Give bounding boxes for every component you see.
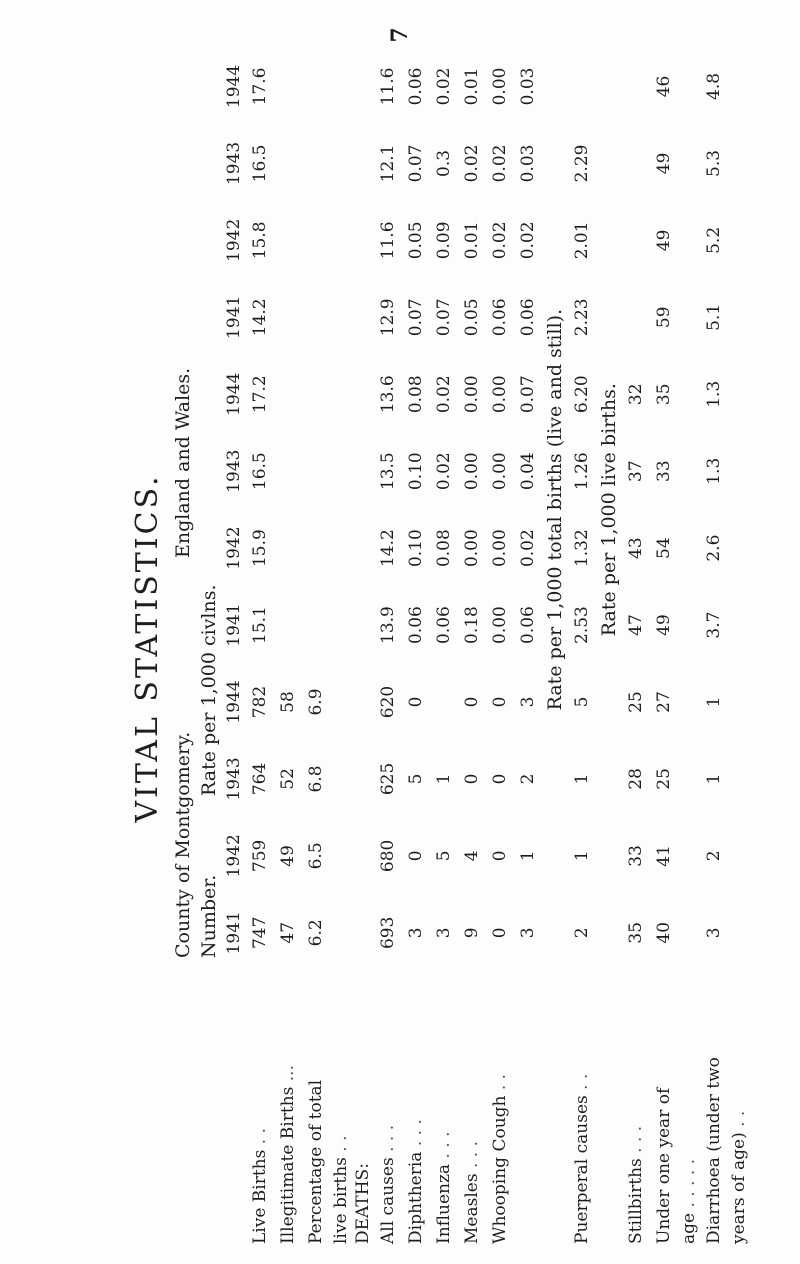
year-header-row: [222, 48, 246, 1248]
table-cell: 0.02: [490, 221, 510, 260]
table-cell: 43: [626, 537, 646, 559]
table-cell: 0.06: [406, 606, 426, 644]
table-cell: [678, 664, 700, 741]
table-cell: 17.2: [250, 375, 270, 414]
table-cell: 0: [462, 773, 482, 785]
table-cell: [728, 664, 750, 741]
table-cell: [302, 433, 330, 510]
table-cell: 620: [378, 685, 398, 719]
row-label-text: All causes: [378, 1157, 398, 1244]
table-row: [458, 48, 486, 1248]
table-cell: [352, 279, 374, 356]
table-row: [622, 48, 650, 1248]
table-cell: [330, 202, 352, 279]
table-cell: 25: [626, 691, 646, 713]
row-label-text: years of age): [729, 1132, 749, 1244]
table-cell: 2.01: [572, 221, 592, 260]
row-label-text: Whooping Cough: [490, 1095, 510, 1244]
table-cell: [330, 433, 352, 510]
table-row: [514, 48, 542, 1248]
table-cell: 1.26: [572, 452, 592, 491]
row-label: [650, 971, 678, 1248]
table-cell: [302, 356, 330, 433]
leader-dots: . .: [490, 1073, 510, 1096]
row-label: [374, 971, 402, 1248]
table-row: [330, 48, 352, 1248]
table-cell: [728, 587, 750, 664]
table-cell: [728, 510, 750, 587]
table-cell: 3: [518, 696, 538, 708]
leader-dots: . . .: [406, 1119, 426, 1152]
row-label: [728, 971, 750, 1248]
table-cell: [678, 48, 700, 125]
table-cell: 33: [626, 845, 646, 867]
table-cell: [352, 48, 374, 125]
leader-dots: . . .: [626, 1125, 646, 1159]
leader-dots: . .: [331, 1135, 351, 1158]
table-cell: [352, 125, 374, 202]
leader-dots: . . .: [434, 1131, 454, 1164]
vital-statistics-table: [222, 48, 750, 1248]
table-cell: 680: [378, 839, 398, 873]
table-cell: [622, 125, 650, 202]
table-cell: 3: [434, 927, 454, 939]
table-cell: 0.02: [490, 144, 510, 183]
year-header: 1942: [224, 526, 244, 570]
row-label-text: Illegitimate Births: [278, 1086, 298, 1244]
year-header: 1944: [224, 64, 244, 109]
table-cell: 0.02: [462, 144, 482, 183]
table-cell: 0.08: [406, 375, 426, 414]
table-cell: 782: [250, 685, 270, 719]
table-cell: 59: [654, 306, 674, 329]
county-rate-subheader: Rate per 1,000 civlns.: [198, 584, 220, 796]
table-cell: 5: [572, 696, 592, 708]
row-label-text: Diarrhoea (under two: [704, 1057, 724, 1244]
table-cell: 33: [654, 460, 674, 482]
table-cell: 0.07: [406, 144, 426, 183]
row-label: [700, 971, 728, 1248]
table-cell: [274, 125, 302, 202]
table-cell: [728, 356, 750, 433]
table-cell: 0.05: [406, 221, 426, 260]
table-cell: 11.6: [378, 221, 398, 260]
table-cell: [622, 48, 650, 125]
county-header: County of Montgomery.: [172, 731, 194, 958]
table-cell: [622, 279, 650, 356]
table-cell: [728, 894, 750, 971]
table-cell: 41: [654, 845, 674, 867]
table-row: [728, 48, 750, 1248]
table-cell: [330, 817, 352, 894]
table-cell: 6.5: [306, 842, 326, 870]
table-cell: [330, 48, 352, 125]
table-cell: [728, 740, 750, 817]
row-label-text: Diphtheria: [406, 1151, 426, 1244]
table-cell: 1: [518, 850, 538, 862]
row-label: [302, 971, 330, 1248]
leader-dots: . .: [572, 1073, 592, 1096]
table-cell: 16.5: [250, 452, 270, 491]
live-births-rate-band: Rate per 1,000 live births.: [598, 383, 620, 637]
table-cell: 1.32: [572, 529, 592, 568]
table-cell: [330, 279, 352, 356]
table-cell: 11.6: [378, 67, 398, 106]
table-cell: [352, 817, 374, 894]
table-cell: 0.06: [518, 298, 538, 337]
table-cell: 46: [654, 75, 674, 98]
table-cell: 2.29: [572, 144, 592, 183]
table-row: [374, 48, 402, 1248]
table-cell: 0.01: [462, 67, 482, 106]
table-cell: [302, 202, 330, 279]
table-row: [302, 48, 330, 1248]
table-cell: 1: [704, 696, 724, 708]
table-cell: 2.53: [572, 606, 592, 644]
table-cell: 3: [518, 927, 538, 939]
table-row: [568, 48, 596, 1248]
leader-dots: ...: [278, 1065, 298, 1087]
table-row: [700, 48, 728, 1248]
year-header: 1941: [224, 295, 244, 339]
table-cell: 2: [704, 850, 724, 862]
row-label: [568, 971, 596, 1248]
table-cell: 0.18: [462, 606, 482, 644]
table-cell: 6.2: [306, 919, 326, 947]
table-cell: [678, 125, 700, 202]
row-label: [330, 971, 352, 1248]
leader-dots: . . . . .: [679, 1158, 699, 1213]
band-row: [542, 48, 568, 1248]
table-cell: 0.02: [518, 529, 538, 568]
table-cell: [352, 587, 374, 664]
table-cell: [678, 202, 700, 279]
table-cell: 1: [572, 850, 592, 862]
table-cell: 747: [250, 916, 270, 950]
table-cell: 0.3: [434, 149, 454, 177]
table-cell: [728, 279, 750, 356]
table-cell: 28: [626, 768, 646, 790]
year-header: 1944: [224, 372, 244, 416]
table-cell: 0.00: [490, 375, 510, 414]
table-cell: [274, 279, 302, 356]
table-cell: 0.06: [518, 606, 538, 644]
table-cell: 2: [572, 927, 592, 939]
table-cell: 6.20: [572, 375, 592, 414]
table-cell: [352, 433, 374, 510]
table-cell: 14.2: [378, 529, 398, 568]
table-cell: 0.06: [406, 67, 426, 106]
table-cell: [330, 125, 352, 202]
year-header: 1943: [224, 757, 244, 801]
table-cell: 0.10: [406, 529, 426, 568]
table-cell: 0: [490, 696, 510, 708]
year-header: 1943: [224, 141, 244, 186]
table-cell: 13.9: [378, 606, 398, 644]
table-cell: 3: [704, 927, 724, 939]
table-cell: 32: [626, 383, 646, 406]
table-cell: 3.7: [704, 611, 724, 639]
table-cell: 49: [654, 614, 674, 636]
table-cell: [728, 433, 750, 510]
table-cell: 2: [518, 773, 538, 785]
table-cell: [352, 356, 374, 433]
table-row: [352, 48, 374, 1248]
table-cell: [678, 433, 700, 510]
table-cell: 0.01: [462, 221, 482, 260]
row-label-text: Puerperal causes: [572, 1095, 592, 1244]
table-cell: [728, 202, 750, 279]
table-row: [678, 48, 700, 1248]
table-cell: 0.07: [434, 298, 454, 337]
table-cell: 49: [278, 845, 298, 867]
table-cell: 0.06: [434, 606, 454, 644]
table-cell: [678, 279, 700, 356]
table-cell: [568, 48, 596, 125]
table-cell: 693: [378, 916, 398, 950]
table-cell: 2.6: [704, 534, 724, 562]
table-cell: 40: [654, 921, 674, 944]
leader-dots: . .: [250, 1128, 270, 1150]
table-cell: 15.1: [250, 606, 270, 644]
table-row: [650, 48, 678, 1248]
table-cell: 35: [654, 383, 674, 406]
table-cell: [728, 48, 750, 125]
table-cell: 0.00: [490, 67, 510, 106]
table-cell: 1.3: [704, 457, 724, 485]
table-cell: 37: [626, 460, 646, 482]
row-label: [458, 971, 486, 1248]
table-cell: 0.00: [490, 606, 510, 644]
row-label-text: Live Births: [250, 1149, 270, 1244]
table-cell: [430, 664, 458, 741]
table-cell: 16.5: [250, 144, 270, 183]
table-cell: [302, 510, 330, 587]
table-cell: [274, 356, 302, 433]
table-cell: [352, 740, 374, 817]
table-cell: 0.10: [406, 452, 426, 491]
page-title: VITAL STATISTICS.: [130, 473, 165, 823]
table-cell: [678, 740, 700, 817]
table-cell: 52: [278, 768, 298, 790]
year-header: 1942: [224, 218, 244, 262]
row-label-text: Influenza: [434, 1163, 454, 1244]
table-cell: 5.1: [704, 303, 724, 331]
table-cell: [352, 510, 374, 587]
table-cell: 1: [434, 773, 454, 785]
table-cell: [274, 433, 302, 510]
table-cell: 5: [434, 850, 454, 862]
table-cell: 17.6: [250, 67, 270, 106]
table-cell: 49: [654, 229, 674, 252]
row-label: [430, 971, 458, 1248]
table-cell: 0.05: [462, 298, 482, 337]
table-cell: [274, 202, 302, 279]
table-cell: 12.1: [378, 144, 398, 183]
table-cell: [678, 817, 700, 894]
table-cell: [678, 356, 700, 433]
table-cell: 0: [490, 773, 510, 785]
page-number: 7: [387, 27, 413, 43]
table-cell: [330, 894, 352, 971]
table-cell: 0.06: [490, 298, 510, 337]
table-cell: 0.04: [518, 452, 538, 491]
table-cell: 0: [406, 696, 426, 708]
table-cell: 0.02: [434, 375, 454, 414]
table-row: [430, 48, 458, 1248]
table-cell: [274, 48, 302, 125]
table-cell: 0.00: [490, 452, 510, 491]
row-label-text: age: [679, 1212, 699, 1244]
table-cell: 0.07: [518, 375, 538, 414]
table-cell: [330, 664, 352, 741]
table-cell: 0.09: [434, 221, 454, 260]
table-cell: 27: [654, 691, 674, 713]
table-cell: [330, 740, 352, 817]
table-cell: 0.08: [434, 529, 454, 568]
table-cell: 0.00: [490, 529, 510, 568]
table-cell: [274, 510, 302, 587]
table-cell: 58: [278, 691, 298, 713]
table-cell: [330, 510, 352, 587]
year-header: 1942: [224, 834, 244, 878]
table-cell: [622, 202, 650, 279]
table-cell: 4.8: [704, 72, 724, 100]
row-label: [352, 971, 374, 1248]
table-cell: [302, 587, 330, 664]
year-header: 1944: [224, 680, 244, 724]
table-cell: 1.3: [704, 380, 724, 408]
table-cell: 47: [278, 921, 298, 944]
row-label: [246, 971, 274, 1248]
table-cell: 1: [704, 773, 724, 785]
table-cell: 15.8: [250, 221, 270, 260]
table-cell: 0.03: [518, 144, 538, 183]
table-cell: 0.00: [462, 375, 482, 414]
table-cell: 0.00: [462, 529, 482, 568]
table-cell: [330, 356, 352, 433]
main-table-body: [246, 48, 542, 1248]
row-label-text: DEATHS:: [353, 1163, 373, 1244]
table-cell: [728, 817, 750, 894]
table-row: [246, 48, 274, 1248]
table-cell: 2.23: [572, 298, 592, 337]
table-cell: 47: [626, 614, 646, 636]
table-row: [402, 48, 430, 1248]
row-label-text: live births: [331, 1157, 351, 1244]
table-cell: 5.3: [704, 149, 724, 177]
row-label: [486, 971, 514, 1248]
table-cell: 4: [462, 850, 482, 862]
table-cell: [352, 202, 374, 279]
table-cell: [330, 587, 352, 664]
leader-dots: . . .: [378, 1124, 398, 1158]
table-cell: 764: [250, 762, 270, 796]
bottom-table-body: [622, 48, 750, 1248]
row-label: [274, 971, 302, 1248]
table-cell: 625: [378, 762, 398, 796]
year-header: 1943: [224, 449, 244, 493]
table-cell: 0: [462, 696, 482, 708]
table-cell: 0.00: [462, 452, 482, 491]
table-cell: 25: [654, 768, 674, 790]
year-header: 1941: [224, 911, 244, 955]
year-header: 1941: [224, 603, 244, 647]
table-cell: 5: [406, 773, 426, 785]
table-cell: [728, 125, 750, 202]
table-cell: 6.8: [306, 765, 326, 793]
table-cell: 54: [654, 537, 674, 559]
total-births-rate-band: Rate per 1,000 total births (live and still).: [544, 308, 566, 711]
row-label: [402, 971, 430, 1248]
table-cell: 759: [250, 839, 270, 873]
england-wales-header: England and Wales.: [172, 367, 194, 558]
table-cell: 5.2: [704, 226, 724, 254]
table-cell: [302, 279, 330, 356]
table-cell: 0: [490, 850, 510, 862]
row-label-text: Percentage of total: [306, 1079, 326, 1244]
table-cell: [678, 587, 700, 664]
table-cell: 0.07: [406, 298, 426, 337]
row-label-text: Measles: [462, 1173, 482, 1244]
table-cell: 49: [654, 152, 674, 175]
table-cell: 9: [462, 927, 482, 939]
number-subheader: Number.: [198, 874, 220, 958]
table-cell: 1: [572, 773, 592, 785]
table-cell: 15.9: [250, 529, 270, 568]
table-cell: 12.9: [378, 298, 398, 337]
table-cell: [352, 894, 374, 971]
table-row: [274, 48, 302, 1248]
table-cell: 0.02: [434, 67, 454, 106]
table-cell: 35: [626, 921, 646, 944]
table-cell: 0.03: [518, 67, 538, 106]
table-cell: [302, 48, 330, 125]
row-label: [622, 971, 650, 1248]
table-cell: 13.5: [378, 452, 398, 491]
table-cell: 0: [406, 850, 426, 862]
table-cell: [352, 664, 374, 741]
table-cell: [678, 510, 700, 587]
table-cell: 0.02: [518, 221, 538, 260]
table-cell: 13.6: [378, 375, 398, 414]
table-row: [486, 48, 514, 1248]
label-column-header: [222, 971, 246, 1248]
row-label-text: Under one year of: [654, 1087, 674, 1244]
table-cell: [274, 587, 302, 664]
band-row: [596, 48, 622, 1248]
table-cell: 0: [490, 927, 510, 939]
leader-dots: . .: [729, 1110, 749, 1133]
table-cell: 3: [406, 927, 426, 939]
table-cell: [678, 894, 700, 971]
row-label: [514, 971, 542, 1248]
rotated-page-content: [130, 48, 770, 1248]
row-label-text: Stillbirths: [626, 1158, 646, 1244]
leader-dots: . . .: [462, 1141, 482, 1174]
table-cell: 14.2: [250, 298, 270, 337]
table-cell: 0.02: [434, 452, 454, 491]
table-cell: [302, 125, 330, 202]
table-cell: 6.9: [306, 688, 326, 716]
row-label: [678, 971, 700, 1248]
